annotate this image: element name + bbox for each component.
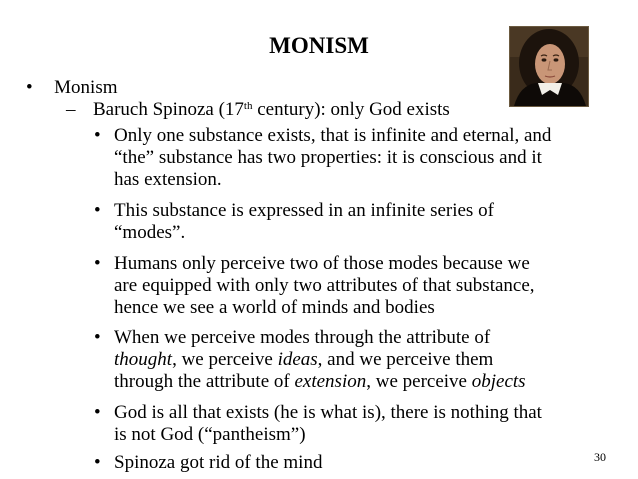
point-line: hence we see a world of minds and bodies	[114, 297, 435, 318]
point-text	[114, 253, 619, 319]
point-line: are equipped with only two attributes of that substance,	[114, 275, 535, 296]
point-line: is not God (“pantheism”)	[114, 424, 306, 445]
spinoza-text-b: century): only God exists	[252, 99, 450, 120]
spinoza-text-a: Baruch Spinoza (17	[93, 99, 244, 120]
point-text	[114, 327, 619, 393]
bullet-monism	[26, 76, 118, 100]
italic-term: ideas	[277, 349, 318, 370]
bullet-monism-text: Monism	[54, 77, 118, 98]
point-line: “modes”.	[114, 222, 186, 243]
point-text-segment: through the attribute of	[114, 371, 295, 392]
point-bullet-glyph: •	[94, 452, 101, 473]
point-text-segment: , and we perceive them	[317, 349, 494, 370]
point-line: This substance is expressed in an infinite series of	[114, 200, 494, 221]
italic-term: objects	[471, 371, 526, 392]
point-line: Only one substance exists, that is infinite and eternal, and	[114, 125, 552, 146]
point-line: has extension.	[114, 169, 222, 190]
point-line	[114, 327, 619, 349]
point-line	[114, 371, 619, 393]
point-text-segment: , we perceive	[172, 349, 278, 370]
italic-term: extension	[294, 371, 367, 392]
spinoza-portrait	[509, 26, 589, 107]
page-number: 30	[594, 450, 606, 464]
point-line	[114, 349, 619, 371]
point-text	[114, 402, 619, 446]
point-text-segment: When we perceive modes through the attribute of	[114, 327, 491, 348]
point-line: God is all that exists (he is what is), there is nothing that	[114, 402, 542, 423]
point-bullet-glyph: •	[94, 327, 101, 348]
point-bullet-glyph: •	[94, 402, 101, 423]
point-bullet-glyph: •	[94, 125, 101, 146]
point-line: “the” substance has two properties: it is conscious and it	[114, 147, 542, 168]
sub-bullet-spinoza	[66, 98, 450, 122]
bullet-glyph: •	[26, 77, 33, 98]
point-bullet-glyph: •	[94, 200, 101, 221]
italic-term: thought	[114, 349, 173, 370]
spinoza-text-sup: th	[243, 99, 253, 112]
point-text	[114, 452, 619, 474]
point-line: Spinoza got rid of the mind	[114, 452, 323, 473]
point-text-segment: , we perceive	[366, 371, 472, 392]
point-bullet-glyph: •	[94, 253, 101, 274]
slide-title: MONISM	[269, 33, 369, 58]
dash-glyph: –	[66, 99, 76, 120]
point-line: Humans only perceive two of those modes because we	[114, 253, 530, 274]
point-text	[114, 125, 619, 191]
point-text	[114, 200, 619, 244]
